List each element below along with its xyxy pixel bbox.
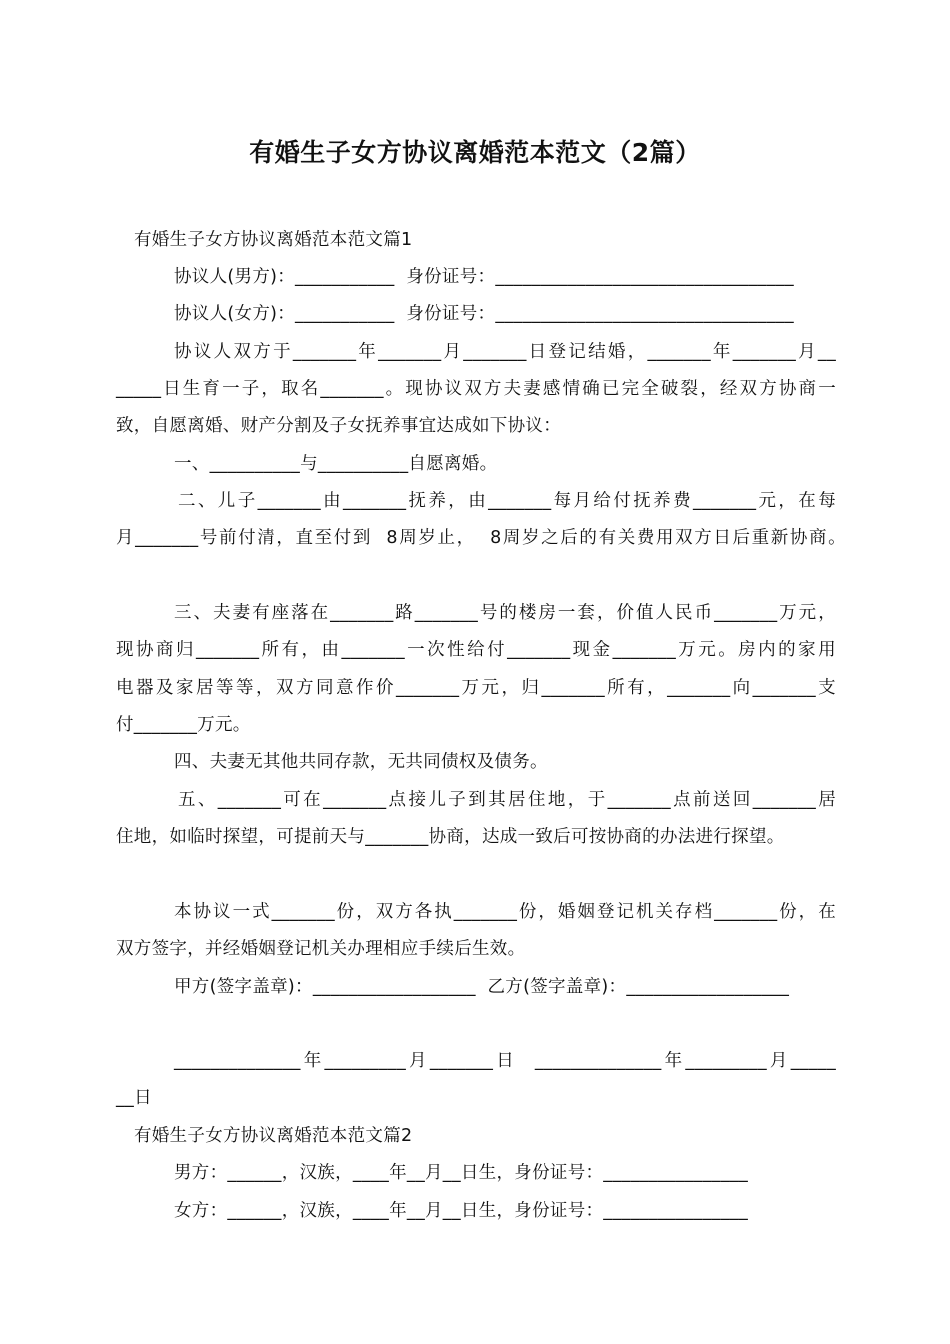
clause-2-line: 月_______号前付清，直至付到 8周岁止， 8周岁之后的有关费用双方日后重新协商。: [116, 528, 846, 548]
copies-line: 本协议一式_______份，双方各执_______份，婚姻登记机关存档_______份，在: [174, 902, 836, 922]
clause-4: 四、夫妻无其他共同存款，无共同债权及债务。: [174, 752, 548, 772]
clause-5-line: 五、_______可在_______点接儿子到其居住地，于_______点前送回_______居: [170, 790, 836, 810]
intro-line: _____日生育一子，取名_______。现协议双方夫妻感情确已完全破裂，经双方协商一: [116, 379, 836, 399]
clause-3-line: 付_______万元。: [116, 715, 251, 735]
document-title: 有婚生子女方协议离婚范本范文（2篇）: [249, 138, 701, 167]
date-line: ______________年_________月_______日 ______________年_________月_____: [174, 1051, 836, 1071]
intro-line: 致，自愿离婚、财产分割及子女抚养事宜达成如下协议：: [116, 416, 561, 436]
intro-line: 协议人双方于_______年_______月_______日登记结婚，_______年_______月__: [174, 342, 836, 362]
clause-5-line: 住地，如临时探望，可提前天与_______协商，达成一致后可按协商的办法进行探望。: [116, 827, 785, 847]
man-party-line: 协议人(男方)：___________ 身份证号：_________________________________: [174, 267, 794, 287]
clause-3-line: 电器及家居等等，双方同意作价_______万元，归_______所有，_______向_______支: [116, 678, 836, 698]
woman-party-line: 协议人(女方)：___________ 身份证号：_________________________________: [174, 304, 794, 324]
clause-3-line: 现协商归_______所有，由_______一次性给付_______现金_______万元。房内的家用: [116, 640, 836, 660]
man-info-line: 男方：______，汉族，____年__月__日生，身份证号：________________: [174, 1163, 749, 1183]
date-line: __日: [116, 1088, 152, 1108]
section-heading-1: 有婚生子女方协议离婚范本范文篇1: [134, 230, 413, 250]
woman-info-line: 女方：______，汉族，____年__月__日生，身份证号：________________: [174, 1201, 749, 1221]
clause-3-line: 三、夫妻有座落在_______路_______号的楼房一套，价值人民币_______万元，: [174, 603, 836, 623]
section-heading-2: 有婚生子女方协议离婚范本范文篇2: [134, 1126, 413, 1146]
signature-line: 甲方(签字盖章)：__________________ 乙方(签字盖章)：__________________: [174, 977, 790, 997]
clause-2-line: 二、儿子_______由_______抚养，由_______每月给付抚养费_______元，在每: [170, 491, 836, 511]
clause-1: 一、__________与__________自愿离婚。: [174, 454, 498, 474]
copies-line: 双方签字，并经婚姻登记机关办理相应手续后生效。: [116, 939, 526, 959]
